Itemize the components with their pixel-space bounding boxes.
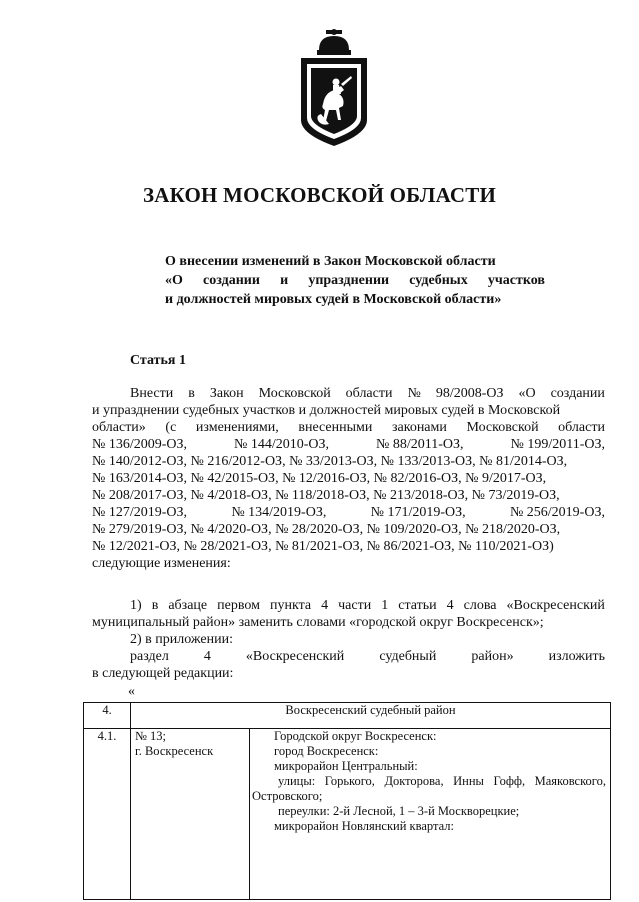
subtitle-line-1: О внесении изменений в Закон Московской области [165, 254, 496, 269]
subtitle-line-3: и должностей мировых судей в Московской области» [165, 292, 502, 307]
desc-line: Островского; [252, 789, 323, 803]
court-district-table [83, 702, 611, 900]
desc-line: микрорайон Новлянский квартал: [274, 819, 454, 833]
table-row [84, 729, 611, 900]
item-1-line-1: 1) в абзаце первом пункта 4 части 1 статьи 4 слова «Воскресенский [130, 598, 605, 613]
open-quote: « [128, 684, 135, 699]
para-line: № 208/2017-ОЗ, № 4/2018-ОЗ, № 118/2018-ОЗ, № 213/2018-ОЗ, № 73/2019-ОЗ, [92, 488, 560, 503]
article-heading: Статья 1 [130, 353, 186, 368]
para-line: следующие изменения: [92, 556, 231, 571]
coat-of-arms-icon [289, 28, 379, 150]
desc-line: переулки: 2-й Лесной, 1 – 3-й Москворецкие; [278, 804, 520, 818]
row-site-cell [131, 729, 250, 900]
para-line: и упразднении судебных участков и должностей мировых судей в Московской [92, 403, 561, 418]
row-num-cell: 4.1. [84, 729, 131, 900]
row-description-cell [250, 729, 611, 900]
desc-line: город Воскресенск: [274, 744, 379, 758]
desc-line: микрорайон Центральный: [274, 759, 418, 773]
para-line: № 163/2014-ОЗ, № 42/2015-ОЗ, № 12/2016-ОЗ, № 82/2016-ОЗ, № 9/2017-ОЗ, [92, 471, 547, 486]
para-line: № 127/2019-ОЗ, № 134/2019-ОЗ, № 171/2019-ОЗ, № 256/2019-ОЗ, [92, 505, 605, 520]
document-title: ЗАКОН МОСКОВСКОЙ ОБЛАСТИ [142, 183, 497, 207]
site-city: г. Воскресенск [135, 744, 214, 758]
item-2-line-2: раздел 4 «Воскресенский судебный район» изложить [130, 649, 605, 664]
table-header-row [84, 703, 611, 729]
item-1-line-2: муниципальный район» заменить словами «городской округ Воскресенск»; [92, 615, 544, 630]
article-paragraph-1 [92, 385, 605, 572]
header-title-cell: Воскресенский судебный район [131, 703, 611, 729]
para-line: № 279/2019-ОЗ, № 4/2020-ОЗ, № 28/2020-ОЗ, № 109/2020-ОЗ, № 218/2020-ОЗ, [92, 522, 561, 537]
para-line: области» (с изменениями, внесенными законами Московской области [92, 420, 605, 435]
site-number: № 13; [135, 729, 167, 743]
header-num-cell: 4. [84, 703, 131, 729]
para-line: № 136/2009-ОЗ, № 144/2010-ОЗ, № 88/2011-ОЗ, № 199/2011-ОЗ, [92, 437, 605, 452]
item-2-line-3: в следующей редакции: [92, 666, 234, 681]
item-2: 2) в приложении: [130, 632, 233, 647]
desc-line: улицы: Горького, Докторова, Инны Гофф, Маяковского, [278, 774, 606, 788]
subtitle-line-2: «О создании и упразднении судебных участков [165, 273, 545, 288]
law-subtitle [165, 252, 545, 309]
para-line: Внести в Закон Московской области № 98/2008-ОЗ «О создании [130, 386, 605, 401]
desc-line: Городской округ Воскресенск: [274, 729, 437, 743]
para-line: № 140/2012-ОЗ, № 216/2012-ОЗ, № 33/2013-ОЗ, № 133/2013-ОЗ, № 81/2014-ОЗ, [92, 454, 568, 469]
para-line: № 12/2021-ОЗ, № 28/2021-ОЗ, № 81/2021-ОЗ, № 86/2021-ОЗ, № 110/2021-ОЗ) [92, 539, 554, 554]
article-items [92, 597, 605, 682]
